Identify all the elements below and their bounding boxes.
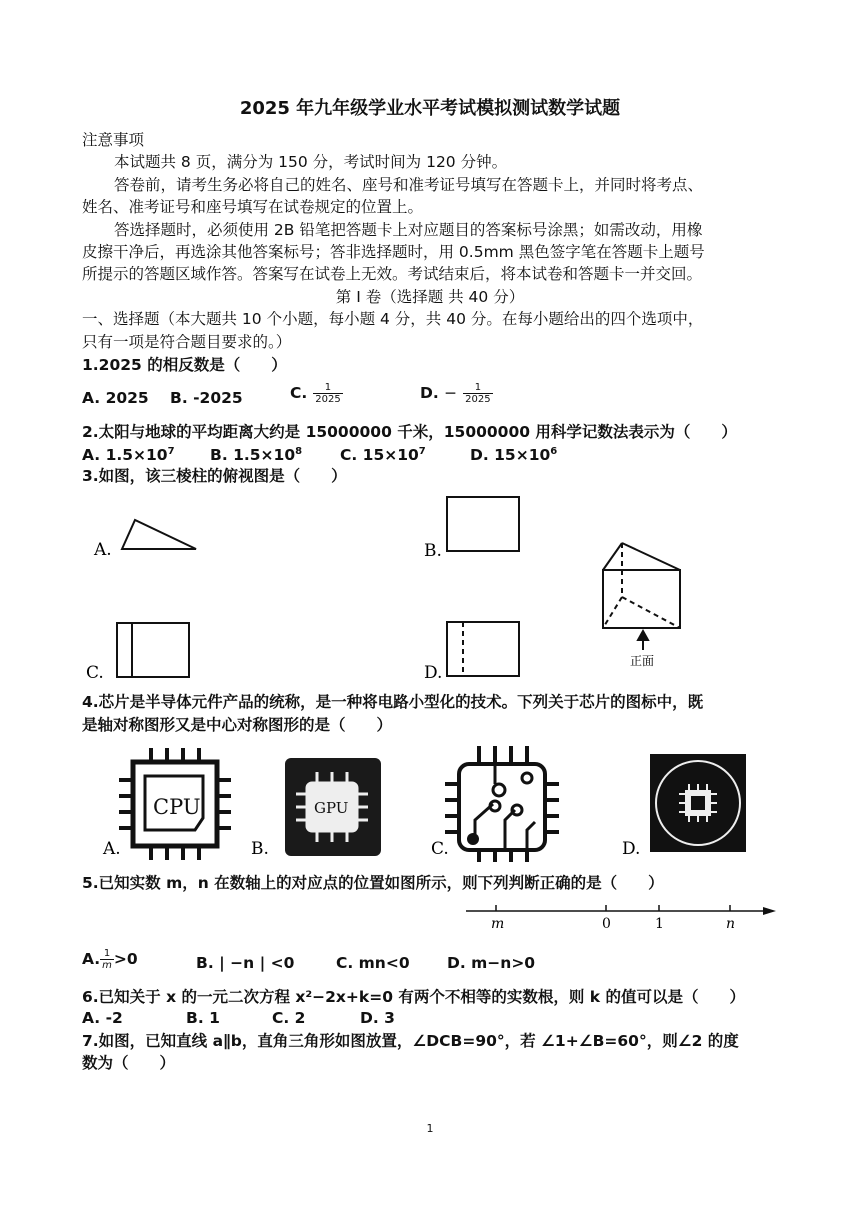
notice-line: 皮擦干净后，再选涂其他答案标号；答非选择题时，用 0.5mm 黑色签字笔在答题卡上题号 bbox=[82, 243, 705, 261]
gpu-text: GPU bbox=[314, 799, 349, 817]
q6-option-c: C. 2 bbox=[272, 1009, 306, 1027]
q3-option-b-label: B. bbox=[424, 541, 442, 561]
notice-line: 所提示的答题区域作答。答案写在试卷上无效。考试结束后，将本试卷和答题卡一并交回。 bbox=[82, 265, 703, 283]
q1-option-b: B. -2025 bbox=[170, 389, 243, 407]
number-line-figure bbox=[460, 896, 780, 936]
axis-label-m: m bbox=[491, 916, 505, 932]
notice-line: 答选择题时，必须使用 2B 铅笔把答题卡上对应题目的答案标号涂黑；如需改动，用橡 bbox=[114, 221, 703, 239]
axis-label-n: n bbox=[726, 916, 736, 932]
question-2-stem: 2.太阳与地球的平均距离大约是 15000000 千米，15000000 用科学记数法表示为（ ） bbox=[82, 423, 737, 441]
q5-option-b: B. | −n | <0 bbox=[196, 954, 295, 972]
part-instructions: 只有一项是符合题目要求的。） bbox=[82, 333, 292, 351]
q5-option-a: A. $\frac{1}{m}$ >0 bbox=[82, 948, 138, 971]
axis-label-0: 0 bbox=[602, 916, 611, 932]
q4-figures bbox=[95, 740, 755, 862]
q1-option-d: D. − $\frac{1}{2025}$ bbox=[420, 382, 491, 405]
question-6-stem: 6.已知关于 x 的一元二次方程 x²−2x+k=0 有两个不相等的实数根，则 k 的值可以是（ ） bbox=[82, 988, 745, 1006]
page-title: 2025 年九年级学业水平考试模拟测试数学试题 bbox=[239, 98, 621, 119]
section-title: 第 Ⅰ 卷（选择题 共 40 分） bbox=[335, 288, 525, 306]
question-3-stem: 3.如图，该三棱柱的俯视图是（ ） bbox=[82, 467, 347, 485]
q4-option-a-label: A. bbox=[103, 839, 121, 859]
q3-option-a-label: A. bbox=[94, 540, 112, 560]
q3-option-d-figure bbox=[424, 622, 519, 680]
q2-option-b: B. $1.5\times 10^8$ bbox=[210, 445, 303, 464]
rectangle-shape bbox=[447, 497, 519, 551]
cpu-text: CPU bbox=[153, 795, 201, 819]
q5-option-d: D. m−n>0 bbox=[447, 954, 536, 972]
question-4-stem: 是轴对称图形又是中心对称图形的是（ ） bbox=[82, 716, 393, 734]
front-label: 正面 bbox=[630, 654, 655, 668]
notice-line: 姓名、准考证号和座号填写在试卷规定的位置上。 bbox=[82, 198, 424, 216]
prism-figure bbox=[603, 543, 680, 650]
q5-option-c: C. mn<0 bbox=[336, 954, 410, 972]
q1-option-a: A. 2025 bbox=[82, 389, 149, 407]
q3-option-b-figure bbox=[424, 497, 519, 561]
part-instructions: 一、选择题（本大题共 10 个小题，每小题 4 分，共 40 分。在每小题给出的四个选项中， bbox=[82, 310, 704, 328]
question-1-stem: 1.2025 的相反数是（ ） bbox=[82, 356, 287, 374]
axis-label-1: 1 bbox=[655, 916, 664, 932]
triangle-shape bbox=[122, 520, 196, 549]
q6-option-d: D. 3 bbox=[360, 1009, 395, 1027]
q3-option-c-figure bbox=[86, 623, 189, 680]
q3-figures bbox=[80, 490, 780, 680]
q4-option-c-label: C. bbox=[431, 839, 449, 859]
rectangle-shape bbox=[447, 622, 519, 676]
page-number: 1 bbox=[426, 1122, 434, 1135]
q4-option-b-label: B. bbox=[251, 839, 269, 859]
question-5-stem: 5.已知实数 m，n 在数轴上的对应点的位置如图所示，则下列判断正确的是（ ） bbox=[82, 874, 664, 892]
q3-option-a-figure bbox=[93, 520, 196, 560]
question-7-stem: 数为（ ） bbox=[82, 1054, 176, 1072]
round-chip-icon bbox=[650, 754, 746, 852]
q3-option-d-label: D. bbox=[424, 663, 443, 680]
question-4-stem: 4.芯片是半导体元件产品的统称，是一种将电路小型化的技术。下列关于芯片的图标中，既 bbox=[82, 693, 704, 711]
q6-option-a: A. -2 bbox=[82, 1009, 123, 1027]
notice-line: 答卷前，请考生务必将自己的姓名、座号和准考证号填写在答题卡上，并同时将考点、 bbox=[114, 176, 704, 194]
notice-line: 本试题共 8 页，满分为 150 分，考试时间为 120 分钟。 bbox=[114, 153, 508, 171]
q3-option-c-label: C. bbox=[86, 663, 104, 680]
q1-option-c: C. $\frac{1}{2025}$ bbox=[290, 382, 341, 405]
notice-heading: 注意事项 bbox=[82, 131, 145, 149]
q6-option-b: B. 1 bbox=[186, 1009, 220, 1027]
q2-option-c: C. $15\times 10^7$ bbox=[340, 445, 426, 464]
question-7-stem: 7.如图，已知直线 a∥b，直角三角形如图放置，∠DCB=90°，若 ∠1+∠B=60°，则∠2 的度 bbox=[82, 1032, 739, 1050]
q2-option-a: A. $1.5\times 10^7$ bbox=[82, 445, 175, 464]
circuit-chip-icon bbox=[445, 746, 559, 862]
q2-option-d: D. $15\times 10^6$ bbox=[470, 445, 558, 464]
rectangle-shape bbox=[117, 623, 189, 677]
q4-option-d-label: D. bbox=[622, 839, 641, 859]
